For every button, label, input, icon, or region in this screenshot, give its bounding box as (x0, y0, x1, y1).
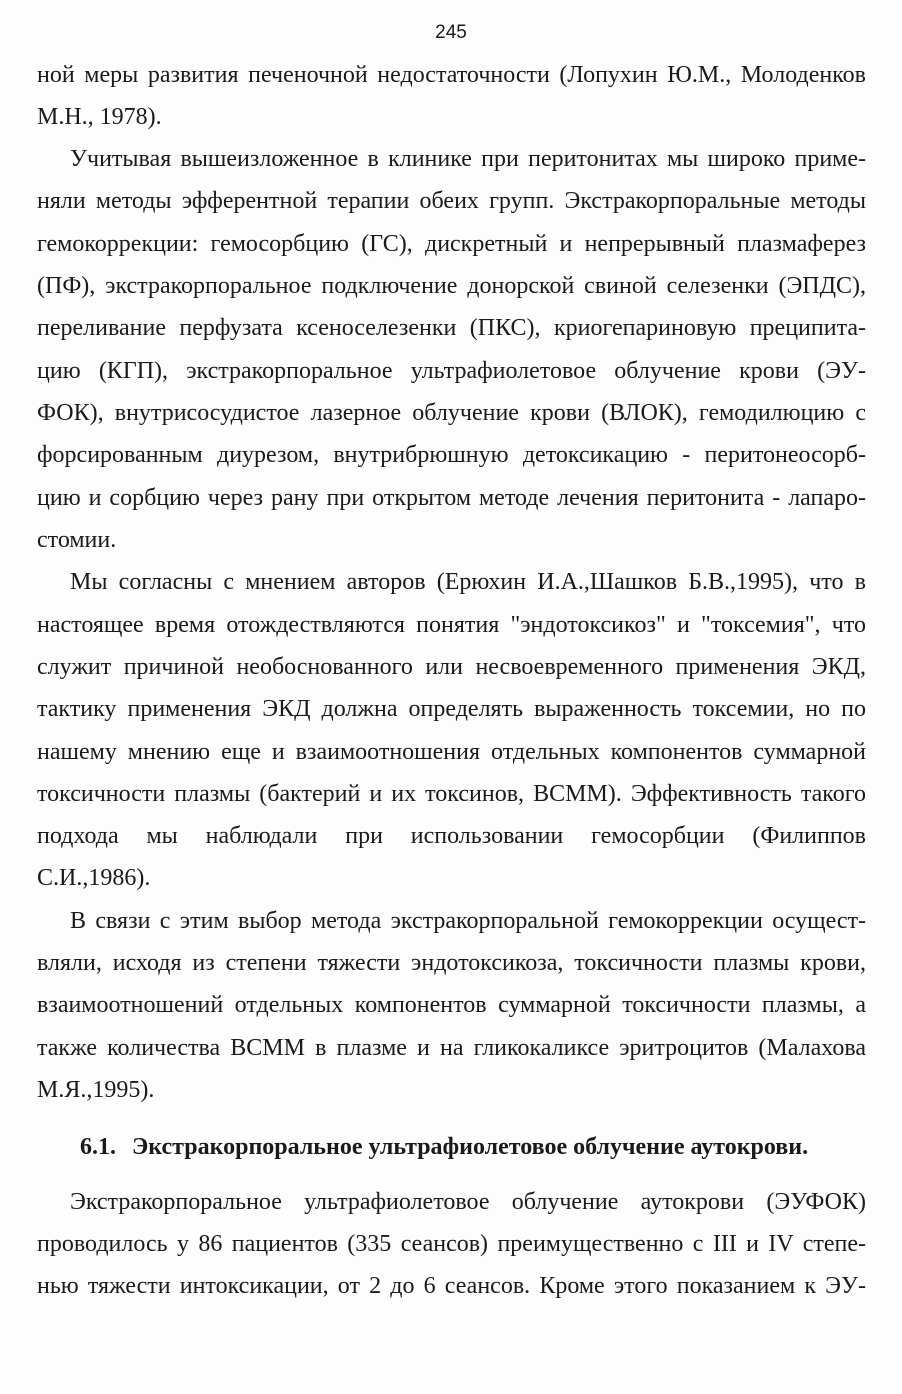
text-line: настоящее время отождествляются понятия "эндотоксикоз" и "токсемия", что (37, 612, 866, 638)
text-line: Учитывая вышеизложенное в клинике при перитонитах мы широко приме- (70, 146, 866, 172)
section-number: 6.1. (80, 1134, 116, 1160)
text-line: М.Я.,1995). (37, 1077, 155, 1103)
text-line: С.И.,1986). (37, 865, 151, 891)
text-line: служит причиной необоснованного или несвоевременного применения ЭКД, (37, 654, 866, 680)
text-line: подхода мы наблюдали при использовании гемосорбции (Филиппов (37, 823, 866, 849)
text-line: (ПФ), экстракорпоральное подключение донорской свиной селезенки (ЭПДС), (37, 273, 866, 299)
text-line: переливание перфузата ксеноселезенки (ПКС), криогепариновую преципита- (37, 315, 866, 341)
text-line: ной меры развития печеночной недостаточности (Лопухин Ю.М., Молоденков (37, 62, 866, 88)
text-line: нашему мнению еще и взаимоотношения отдельных компонентов суммарной (37, 739, 866, 765)
text-line: В связи с этим выбор метода экстракорпоральной гемокоррекции осущест- (70, 908, 866, 934)
text-line: форсированным диурезом, внутрибрюшную детоксикацию - перитонеосорб- (37, 442, 866, 468)
section-title: Экстракорпоральное ультрафиолетовое облучение аутокрови. (132, 1134, 809, 1160)
text-line: стомии. (37, 527, 117, 553)
text-line: ФОК), внутрисосудистое лазерное облучение крови (ВЛОК), гемодилюцию с (37, 400, 866, 426)
text-line: проводилось у 86 пациентов (335 сеансов) преимущественно с III и IV степе- (37, 1231, 866, 1257)
text-line: Мы согласны с мнением авторов (Ерюхин И.А.,Шашков Б.В.,1995), что в (70, 569, 866, 595)
text-line: тактику применения ЭКД должна определять выраженность токсемии, но по (37, 696, 866, 722)
text-line: нью тяжести интоксикации, от 2 до 6 сеансов. Кроме этого показанием к ЭУ- (37, 1273, 866, 1299)
text-line: цию (КГП), экстракорпоральное ультрафиолетовое облучение крови (ЭУ- (37, 358, 866, 384)
text-line: няли методы эфферентной терапии обеих групп. Экстракорпоральные методы (37, 188, 866, 214)
text-line: М.Н., 1978). (37, 104, 162, 130)
text-line: также количества ВСММ в плазме и на гликокаликсе эритроцитов (Малахова (37, 1035, 866, 1061)
section-heading (80, 1132, 808, 1162)
text-line: вляли, исходя из степени тяжести эндотоксикоза, токсичности плазмы крови, (37, 950, 866, 976)
text-line: токсичности плазмы (бактерий и их токсинов, ВСММ). Эффективность такого (37, 781, 866, 807)
text-line: гемокоррекции: гемосорбцию (ГС), дискретный и непрерывный плазмаферез (37, 231, 866, 257)
text-line: взаимоотношений отдельных компонентов суммарной токсичности плазмы, а (37, 992, 866, 1018)
page-number: 245 (435, 22, 467, 43)
text-line: цию и сорбцию через рану при открытом методе лечения перитонита - лапаро- (37, 485, 866, 511)
text-line: Экстракорпоральное ультрафиолетовое облучение аутокрови (ЭУФОК) (70, 1189, 866, 1215)
